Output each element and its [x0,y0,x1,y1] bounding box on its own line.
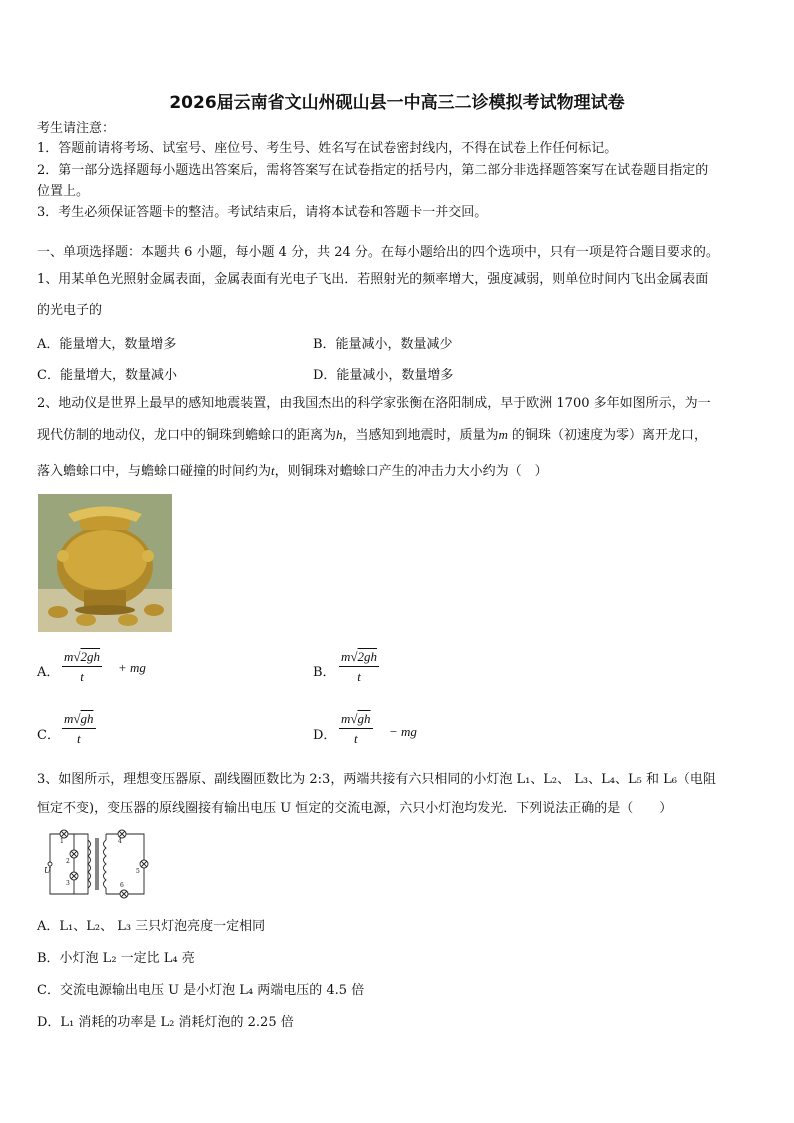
source-label: U [44,866,51,875]
q2-option-d-label: D． [313,728,337,743]
lamp-number-4: 4 [118,838,122,845]
notice-item-3: 3．考生必须保证答题卡的整洁。考试结束后，请将本试卷和答题卡一并交回。 [37,205,488,220]
lamp-number-6: 6 [120,882,124,889]
lamp-number-3: 3 [66,880,70,887]
q1-option-a: A．能量增大，数量增多 [37,337,177,352]
seismograph-photo [38,494,172,632]
q1-option-d: D．能量减小，数量增多 [313,368,454,383]
q2-stem: 2、地动仪是世界上最早的感知地震装置，由我国杰出的科学家张衡在洛阳制成，早于欧洲 1700 多年如图所示，为一 [37,396,711,411]
q3-stem-cont: 恒定不变)，变压器的原线圈接有输出电压 U 恒定的交流电源，六只小灯泡均发光．下列说法正确的是（ ） [37,801,673,816]
page-title: 2026届云南省文山州砚山县一中高三二诊模拟考试物理试卷 [169,93,625,113]
q1-option-c: C．能量增大，数量减小 [37,368,177,383]
q3-option-a: A．L₁、L₂、 L₃ 三只灯泡亮度一定相同 [37,919,266,934]
lamp-number-5: 5 [136,868,140,875]
q3-option-c: C．交流电源输出电压 U 是小灯泡 L₄ 两端电压的 4.5 倍 [37,983,365,998]
q2-stem-line3: 落入蟾蜍口中，与蟾蜍口碰撞的时间约为t，则铜珠对蟾蜍口产生的冲击力大小约为（ ） [37,463,548,479]
q2-option-d-tail: − mg [389,724,417,739]
q2-option-d-formula: m√gh t [341,711,371,746]
notice-item-2-cont: 位置上。 [37,184,90,199]
q1-stem: 1、用某单色光照射金属表面，金属表面有光电子飞出．若照射光的频率增大，强度减弱，则单位时间内飞出金属表面 [37,272,709,287]
q2-option-a-tail: + mg [118,660,146,675]
q2-stem-line2: 现代仿制的地动仪，龙口中的铜珠到蟾蜍口的距离为h，当感知到地震时，质量为m 的铜珠（初速度为零）离开龙口， [37,427,708,443]
q2-option-c-label: C． [37,728,60,743]
notice-item-1: 1．答题前请将考场、试室号、座位号、考生号、姓名写在试卷密封线内，不得在试卷上作任何标记。 [37,141,618,156]
q3-option-b: B．小灯泡 L₂ 一定比 L₄ 亮 [37,951,195,966]
q2-option-b-formula: m√2gh t [341,649,378,684]
q2-option-a-formula: m√2gh t [64,649,101,684]
q2-option-c-formula: m√gh t [64,711,94,746]
lamp-number-1: 1 [60,838,64,845]
q2-option-a-label: A． [37,665,60,680]
lamp-number-2: 2 [66,858,70,865]
section-heading: 一、单项选择题：本题共 6 小题，每小题 4 分，共 24 分。在每小题给出的四个选项中，只有一项是符合题目要求的。 [37,245,719,260]
q2-option-b-label: B． [313,665,336,680]
transformer-circuit-diagram [44,828,154,900]
notice-heading: 考生请注意： [37,121,116,136]
q1-option-b: B．能量减小，数量减少 [313,337,453,352]
q3-stem: 3、如图所示，理想变压器原、副线圈匝数比为 2:3，两端共接有六只相同的小灯泡 L₁、L₂、 L₃、L₄、L₅ 和 L₆（电阻 [37,772,716,787]
notice-item-2: 2．第一部分选择题每小题选出答案后，需将答案写在试卷指定的括号内，第二部分非选择题答案写在试卷题目指定的 [37,163,709,178]
q1-stem-cont: 的光电子的 [37,303,103,318]
q3-option-d: D．L₁ 消耗的功率是 L₂ 消耗灯泡的 2.25 倍 [37,1015,294,1030]
